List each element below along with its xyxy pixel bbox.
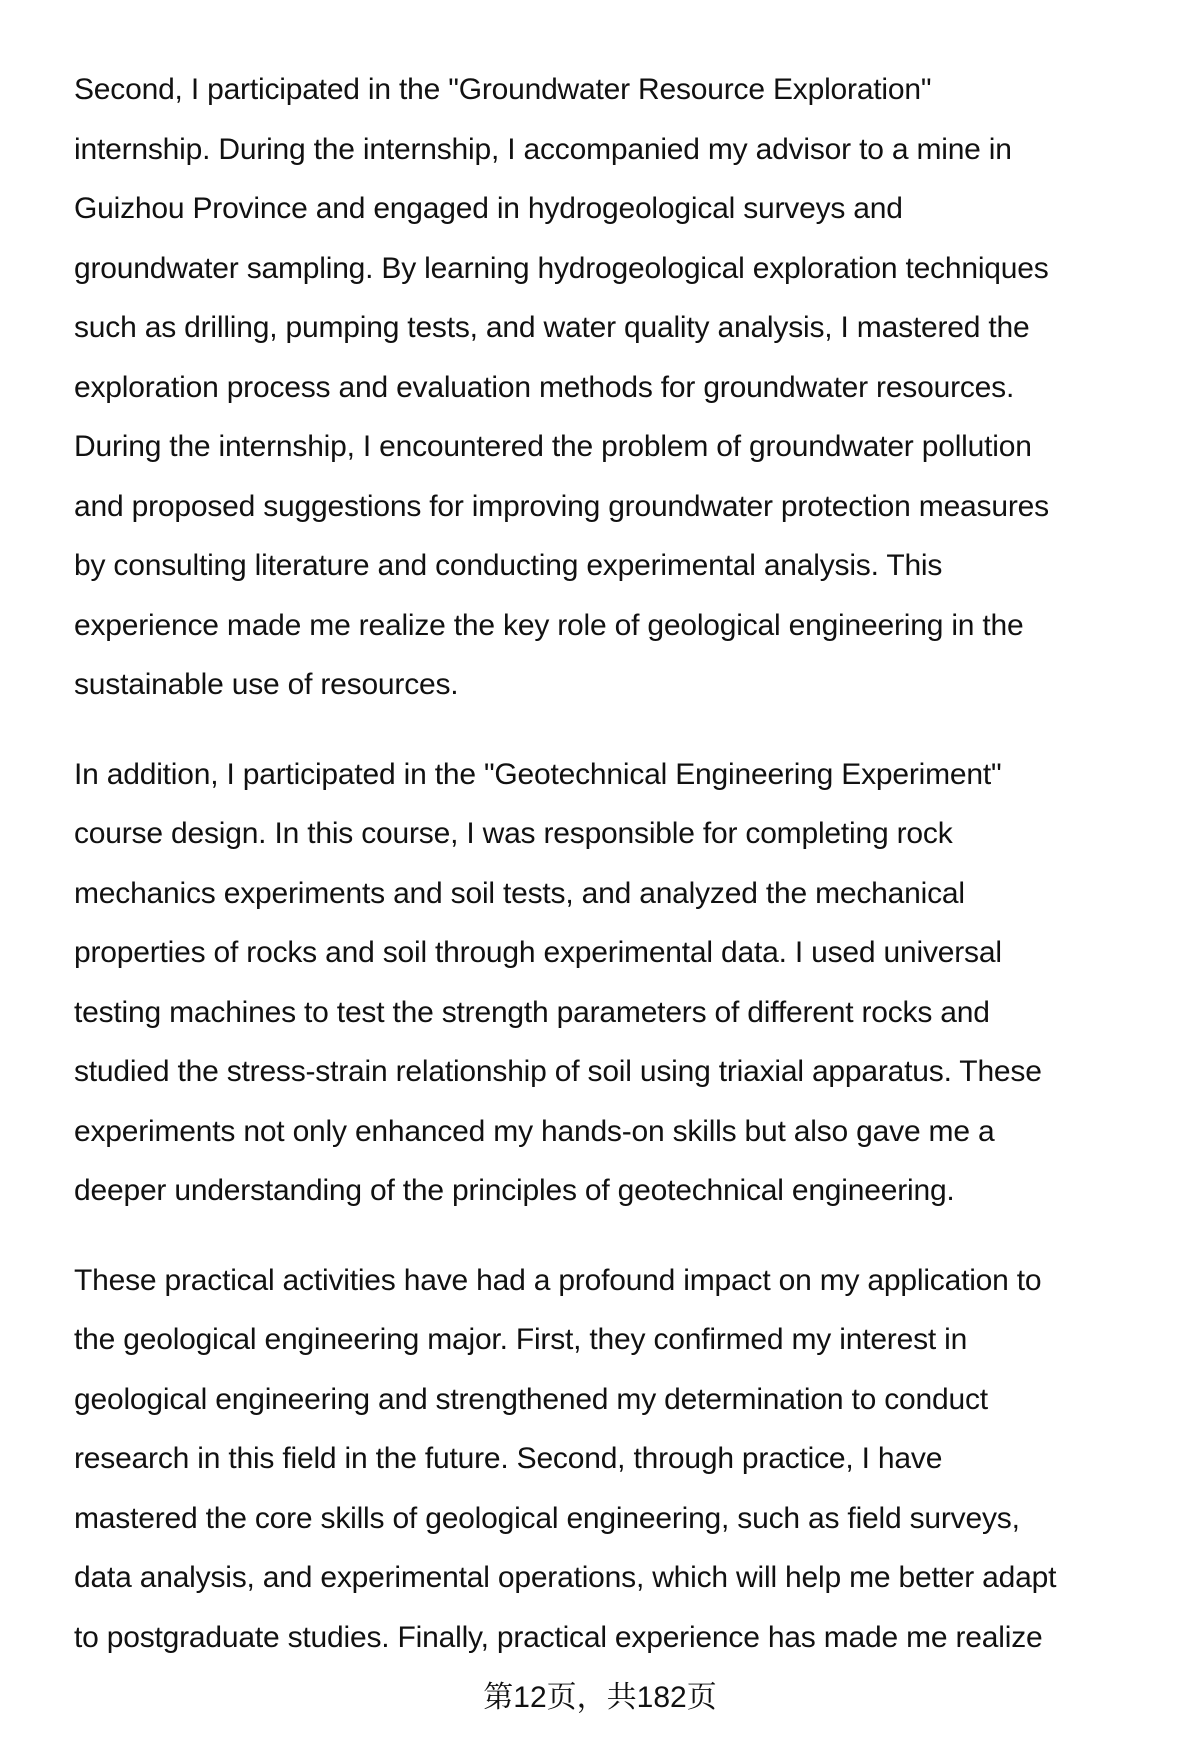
text-line: groundwater sampling. By learning hydrogeological exploration techniques <box>74 251 1049 285</box>
text-line: mechanics experiments and soil tests, and analyzed the mechanical <box>74 876 965 910</box>
document-body <box>74 60 1174 1697</box>
text-line: properties of rocks and soil through experimental data. I used universal <box>74 936 1002 969</box>
text-line: mastered the core skills of geological engineering, such as field surveys, <box>74 1501 1020 1535</box>
text-line: These practical activities have had a profound impact on my application to <box>74 1263 1042 1297</box>
text-line: studied the stress-strain relationship of soil using triaxial apparatus. These <box>74 1055 1042 1088</box>
text-line: internship. During the internship, I accompanied my advisor to a mine in <box>74 132 1012 166</box>
text-line: testing machines to test the strength parameters of different rocks and <box>74 995 990 1029</box>
paragraph <box>74 745 1174 1221</box>
text-line: In addition, I participated in the "Geotechnical Engineering Experiment" <box>74 757 1002 791</box>
text-line: exploration process and evaluation methods for groundwater resources. <box>74 370 1015 404</box>
text-line: such as drilling, pumping tests, and water quality analysis, I mastered the <box>74 311 1030 344</box>
text-line: experiments not only enhanced my hands-on skills but also gave me a <box>74 1114 995 1148</box>
text-line: by consulting literature and conducting experimental analysis. This <box>74 549 943 582</box>
text-line: data analysis, and experimental operations, which will help me better adapt <box>74 1561 1057 1594</box>
text-line: Guizhou Province and engaged in hydrogeological surveys and <box>74 192 903 225</box>
text-line: research in this field in the future. Second, through practice, I have <box>74 1442 943 1475</box>
text-line: to postgraduate studies. Finally, practical experience has made me realize <box>74 1620 1043 1654</box>
text-line: the geological engineering major. First, they confirmed my interest in <box>74 1323 968 1356</box>
paragraph <box>74 1251 1174 1668</box>
text-line: deeper understanding of the principles of geotechnical engineering. <box>74 1174 955 1207</box>
text-line: Second, I participated in the "Groundwater Resource Exploration" <box>74 73 932 106</box>
text-line: During the internship, I encountered the problem of groundwater pollution <box>74 430 1032 463</box>
text-line: course design. In this course, I was responsible for completing rock <box>74 817 953 850</box>
text-line: geological engineering and strengthened my determination to conduct <box>74 1382 988 1416</box>
text-line: experience made me realize the key role of geological engineering in the <box>74 608 1024 642</box>
page-number: 第12页，共182页 <box>483 1681 717 1714</box>
text-line: sustainable use of resources. <box>74 668 459 701</box>
paragraph <box>74 60 1174 715</box>
text-line: and proposed suggestions for improving groundwater protection measures <box>74 489 1049 523</box>
